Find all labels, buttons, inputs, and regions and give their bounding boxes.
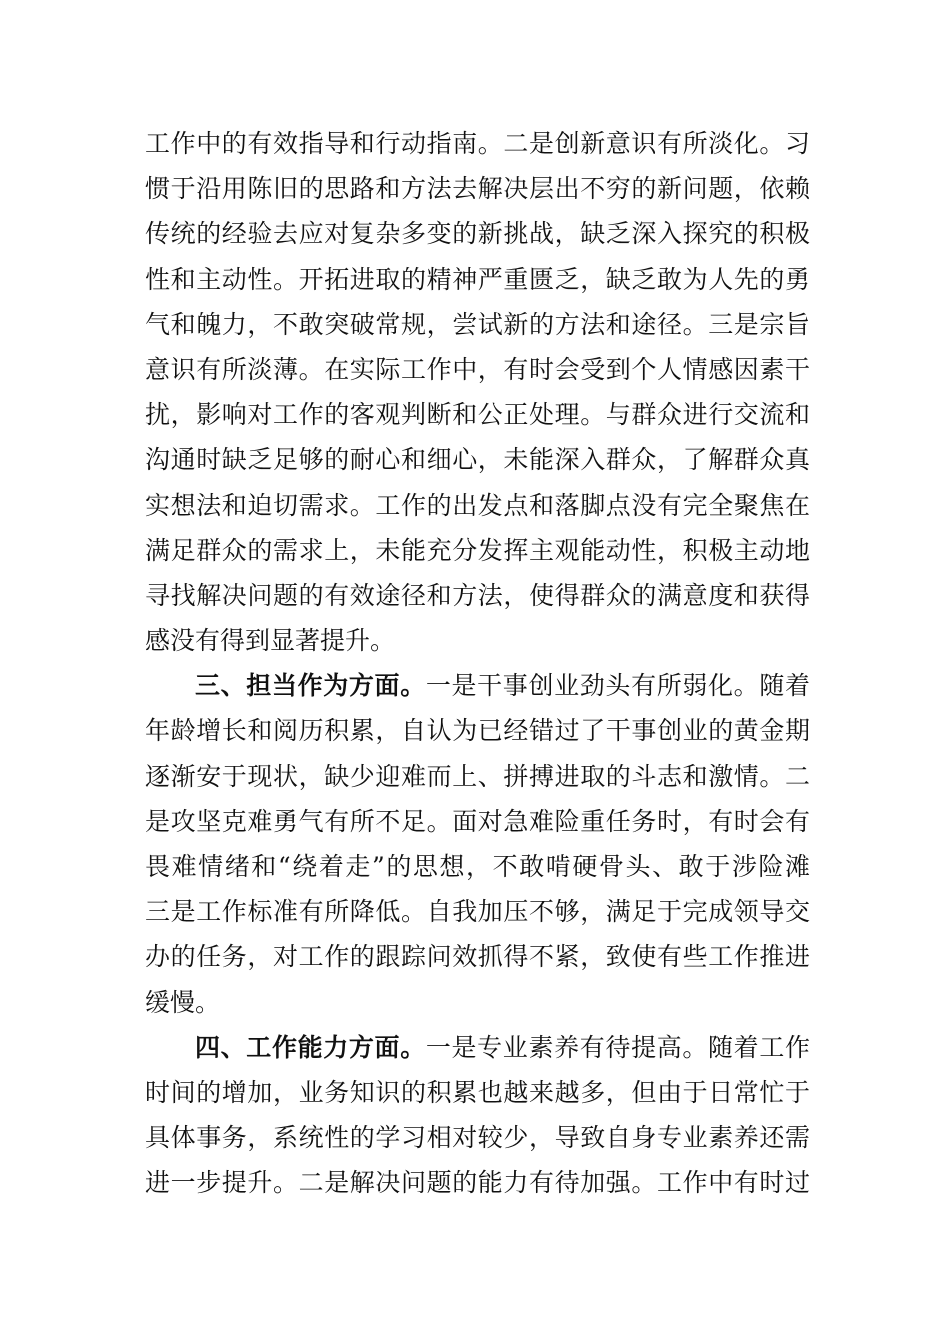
text-line: 时间的增加，业务知识的积累也越来越多，但由于日常忙于 xyxy=(145,1077,810,1107)
text-line: 惯于沿用陈旧的思路和方法去解决层出不穷的新问题，依赖 xyxy=(145,174,810,204)
text-line: 扰，影响对工作的客观判断和公正处理。与群众进行交流和 xyxy=(145,400,810,430)
document-body xyxy=(145,121,810,1206)
section-four-first-line-text: 一是专业素养有待提高。随着工作 xyxy=(425,1032,810,1062)
section-three-paragraph xyxy=(145,663,810,1025)
text-line: 性和主动性。开拓进取的精神严重匮乏，缺乏敢为人先的勇 xyxy=(145,264,810,294)
section-three-first-line xyxy=(145,663,810,708)
text-line: 感没有得到显著提升。 xyxy=(145,626,396,656)
text-line: 畏难情绪和“绕着走”的思想，不敢啃硬骨头、敢于涉险滩 xyxy=(145,852,810,881)
text-line: 办的任务，对工作的跟踪问效抓得不紧，致使有些工作推进 xyxy=(145,942,810,972)
text-line: 传统的经验去应对复杂多变的新挑战，缺乏深入探究的积极 xyxy=(145,219,810,249)
text-line: 实想法和迫切需求。工作的出发点和落脚点没有完全聚焦在 xyxy=(145,490,810,520)
text-line: 满足群众的需求上，未能充分发挥主观能动性，积极主动地 xyxy=(145,535,810,565)
paragraph-continued xyxy=(145,121,810,663)
text-line: 工作中的有效指导和行动指南。二是创新意识有所淡化。习 xyxy=(145,129,810,158)
text-line: 意识有所淡薄。在实际工作中，有时会受到个人情感因素干 xyxy=(145,354,810,384)
section-four-first-line xyxy=(145,1025,810,1070)
text-line: 寻找解决问题的有效途径和方法，使得群众的满意度和获得 xyxy=(145,580,810,610)
text-line: 进一步提升。二是解决问题的能力有待加强。工作中有时过 xyxy=(145,1168,810,1198)
section-four-heading: 四、工作能力方面。 xyxy=(195,1032,426,1062)
text-line: 沟通时缺乏足够的耐心和细心，未能深入群众，了解群众真 xyxy=(145,445,810,475)
section-three-heading: 三、担当作为方面。 xyxy=(195,671,426,701)
section-three-first-line-text: 一是干事创业劲头有所弱化。随着 xyxy=(425,671,810,701)
text-line: 气和魄力，不敢突破常规，尝试新的方法和途径。三是宗旨 xyxy=(145,309,810,339)
text-line: 年龄增长和阅历积累，自认为已经错过了干事创业的黄金期 xyxy=(145,716,810,746)
text-line: 逐渐安于现状，缺少迎难而上、拼搏进取的斗志和激情。二 xyxy=(145,761,810,791)
text-line: 具体事务，系统性的学习相对较少，导致自身专业素养还需 xyxy=(145,1123,810,1153)
section-four-paragraph xyxy=(145,1025,810,1206)
text-line: 是攻坚克难勇气有所不足。面对急难险重任务时，有时会有 xyxy=(145,806,810,836)
text-line: 缓慢。 xyxy=(145,987,221,1017)
text-line: 三是工作标准有所降低。自我加压不够，满足于完成领导交 xyxy=(145,897,810,927)
